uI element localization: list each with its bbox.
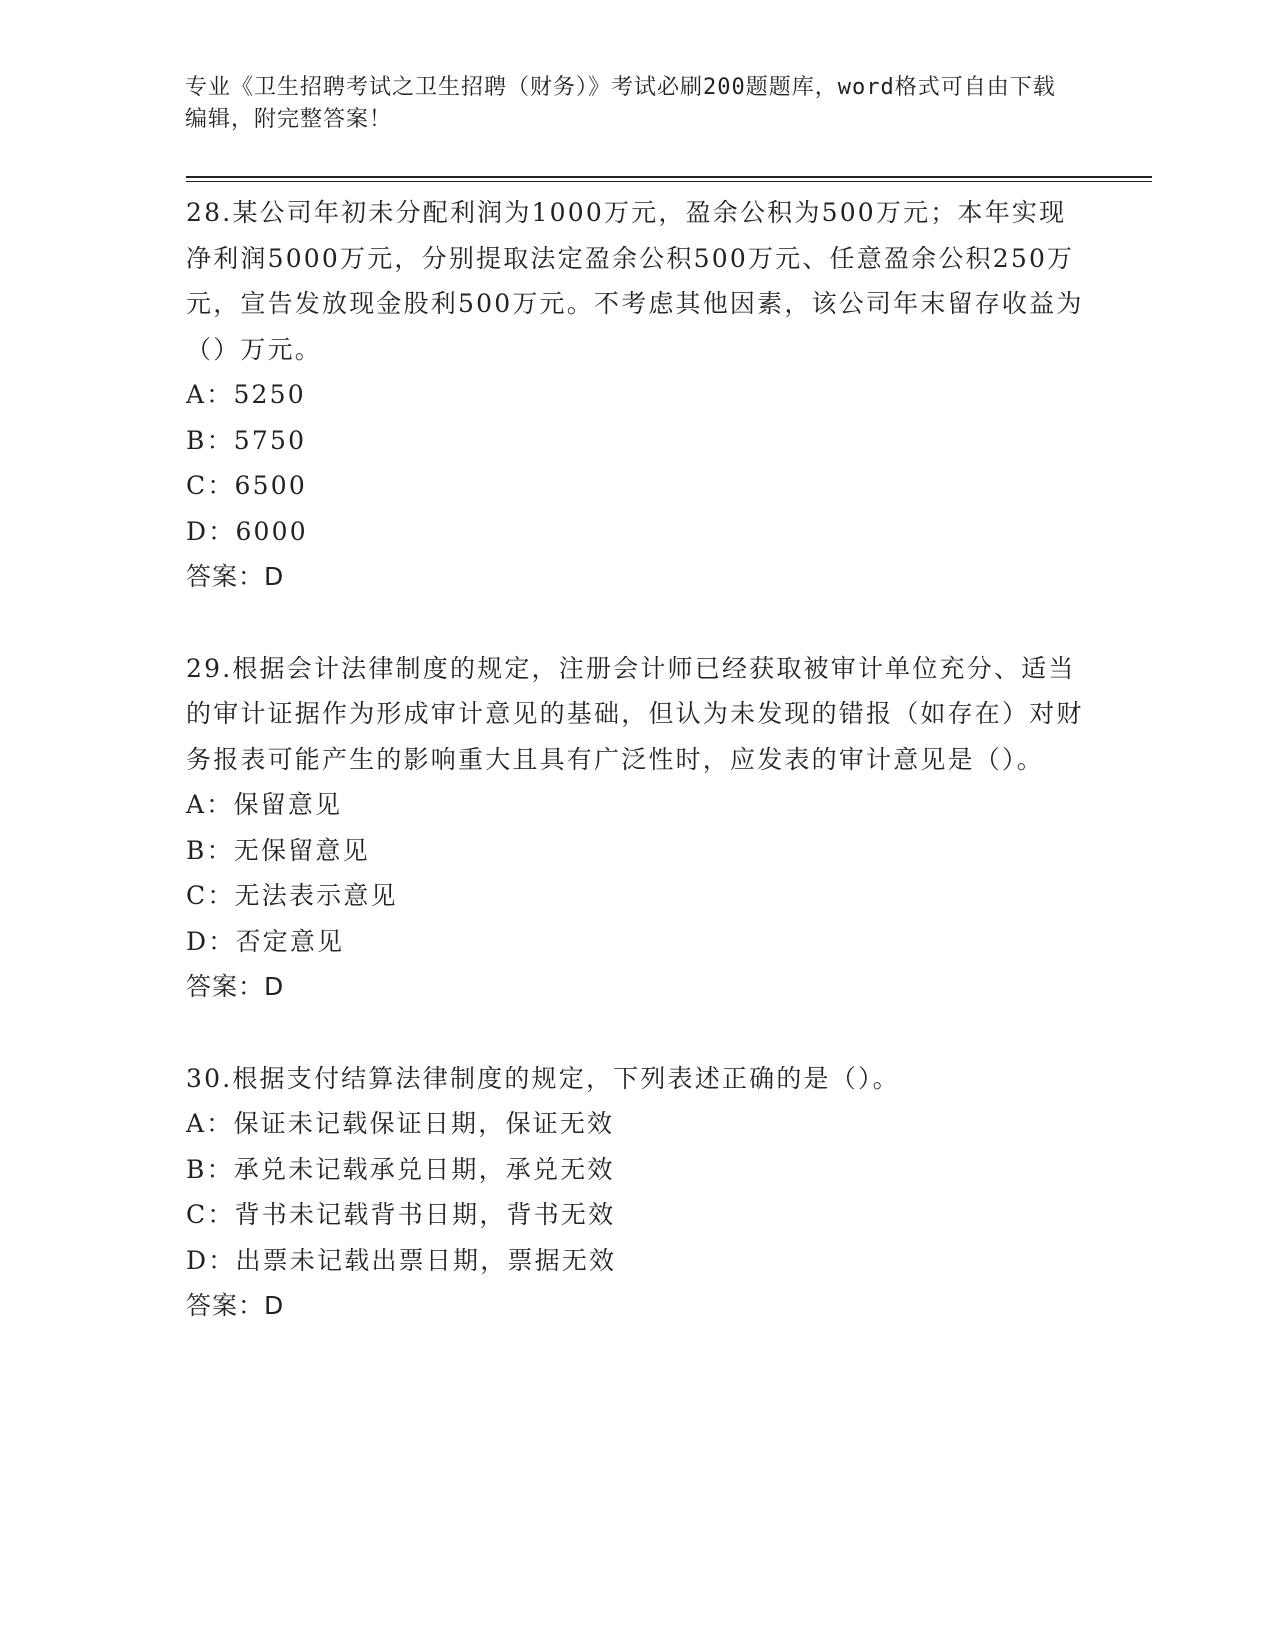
option-b: B：承兑未记载承兑日期，承兑无效: [186, 1154, 615, 1184]
question-stem: 28.某公司年初未分配利润为1000万元，盈余公积为500万元；本年实现净利润5000万元，分别提取法定盈余公积500万元、任意盈余公积250万元，宣告发放现金股利500万元。不考虑其他因素，该公司年末留存收益为（）万元。: [186, 198, 1084, 364]
answer: 答案：D: [186, 562, 285, 591]
question-28: [186, 190, 1086, 600]
option-d: D：否定意见: [186, 926, 345, 956]
header-divider-thin: [186, 181, 1152, 182]
option-c: C：6500: [186, 471, 307, 500]
question-stem: 29.根据会计法律制度的规定，注册会计师已经获取被审计单位充分、适当的审计证据作为形成审计意见的基础，但认为未发现的错报（如存在）对财务报表可能产生的影响重大且具有广泛性时，应发表的审计意见是（）。: [186, 653, 1084, 774]
question-stem: 30.根据支付结算法律制度的规定，下列表述正确的是（）。: [186, 1063, 900, 1093]
question-list: [186, 190, 1086, 1375]
option-c: C：无法表示意见: [186, 881, 398, 910]
header-divider-thick: [186, 176, 1152, 178]
document-header: 专业《卫生招聘考试之卫生招聘（财务）》考试必刷200题题库，word格式可自由下载编辑，附完整答案！: [185, 75, 1056, 132]
option-b: B：5750: [186, 425, 307, 455]
option-a: A：保证未记载保证日期，保证无效: [186, 1109, 615, 1138]
option-a: A：保留意见: [186, 790, 343, 819]
answer: 答案：D: [186, 972, 285, 1001]
option-c: C：背书未记载背书日期，背书无效: [186, 1200, 616, 1229]
option-d: D：出票未记载出票日期，票据无效: [186, 1245, 617, 1275]
question-30: [186, 1056, 1086, 1329]
question-29: [186, 646, 1086, 1010]
option-d: D：6000: [186, 516, 308, 546]
answer: 答案：D: [186, 1291, 285, 1320]
option-b: B：无保留意见: [186, 835, 370, 865]
option-a: A：5250: [186, 380, 306, 409]
